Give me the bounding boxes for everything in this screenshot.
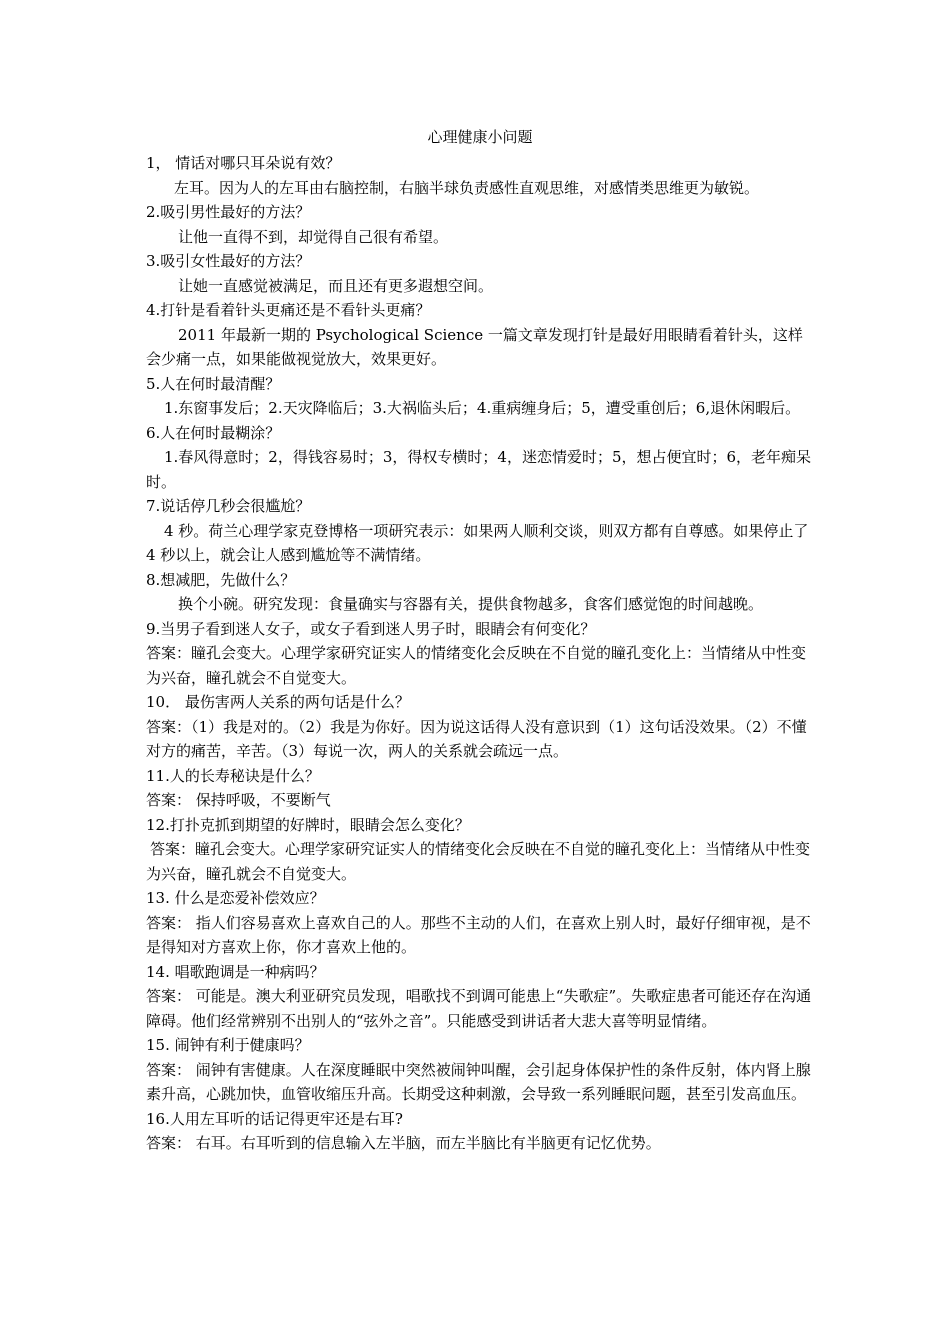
answer-8: 换个小碗。研究发现：食量确实与容器有关，提供食物越多，食客们感觉饱的时间越晚。: [178, 595, 764, 613]
answer-9: 答案：瞳孔会变大。心理学家研究证实人的情绪变化会反映在不自觉的瞳孔变化上：当情绪从中性变为兴奋，瞳孔就会不自觉变大。: [146, 644, 807, 687]
document-title: 心理健康小问题: [427, 128, 533, 146]
answer-6: 1.春风得意时；2，得钱容易时；3，得权专横时；4，迷恋情爱时；5，想占便宜时；6，老年痴呆时。: [146, 448, 812, 491]
question-11: 11.人的长寿秘诀是什么？: [146, 766, 320, 785]
question-5: 5.人在何时最清醒？: [146, 374, 281, 393]
question-16: 16.人用左耳听的话记得更牢还是右耳?: [146, 1109, 403, 1128]
question-9: 9.当男子看到迷人女子，或女子看到迷人男子时，眼睛会有何变化？: [146, 619, 596, 638]
answer-7: 4 秒。荷兰心理学家克登博格一项研究表示：如果两人顺利交谈，则双方都有自尊感。如果停止了 4 秒以上，就会让人感到尴尬等不满情绪。: [146, 521, 809, 564]
question-10: 10． 最伤害两人关系的两句话是什么？: [146, 693, 410, 711]
question-1: 1， 情话对哪只耳朵说有效？: [146, 154, 341, 172]
answer-1: 左耳。因为人的左耳由右脑控制，右脑半球负责感性直观思维，对感情类思维更为敏锐。: [174, 178, 760, 197]
answer-16: 答案： 右耳。右耳听到的信息输入左半脑，而左半脑比有半脑更有记忆优势。: [146, 1134, 661, 1152]
question-13: 13. 什么是恋爱补偿效应？: [146, 889, 325, 907]
question-4: 4.打针是看着针头更痛还是不看针头更痛？: [146, 301, 431, 319]
answer-14: 答案： 可能是。澳大利亚研究员发现，唱歌找不到调可能患上“失歌症”。失歌症患者可能还存在沟通障碍。他们经常辨别不出别人的“弦外之音”。只能感受到讲话者大悲大喜等明显情绪。: [146, 987, 812, 1030]
question-2: 2.吸引男性最好的方法？: [146, 203, 311, 221]
answer-4: 2011 年最新一期的 Psychological Science 一篇文章发现打针是最好用眼睛看着针头，这样会少痛一点，如果能做视觉放大，效果更好。: [146, 325, 803, 368]
answer-3: 让她一直感觉被满足，而且还有更多遐想空间。: [178, 276, 494, 295]
question-7: 7.说话停几秒会很尴尬？: [146, 497, 311, 515]
question-15: 15. 闹钟有利于健康吗？: [146, 1036, 310, 1054]
question-6: 6.人在何时最糊涂？: [146, 423, 281, 442]
question-14: 14. 唱歌跑调是一种病吗？: [146, 962, 325, 981]
answer-12: 答案：瞳孔会变大。心理学家研究证实人的情绪变化会反映在不自觉的瞳孔变化上：当情绪从中性变为兴奋，瞳孔就会不自觉变大。: [146, 840, 811, 883]
document-body: [146, 124, 814, 1156]
question-8: 8.想减肥，先做什么？: [146, 570, 296, 589]
answer-15: 答案： 闹钟有害健康。人在深度睡眠中突然被闹钟叫醒，会引起身体保护性的条件反射，体内肾上腺素升高，心跳加快，血管收缩压升高。长期受这种刺激，会导致一系列睡眠问题，甚至引发高血压。: [146, 1060, 811, 1103]
question-3: 3.吸引女性最好的方法？: [146, 252, 311, 270]
answer-5: 1.东窗事发后；2.天灾降临后；3.大祸临头后；4.重病缠身后；5，遭受重创后；6,退休闲暇后。: [164, 399, 801, 417]
answer-2: 让他一直得不到，却觉得自己很有希望。: [178, 227, 449, 246]
answer-13: 答案： 指人们容易喜欢上喜欢自己的人。那些不主动的人们，在喜欢上别人时，最好仔细审视，是不是得知对方喜欢上你，你才喜欢上他的。: [146, 913, 811, 956]
question-12: 12.打扑克抓到期望的好牌时，眼睛会怎么变化？: [146, 815, 470, 834]
answer-11: 答案： 保持呼吸，不要断气: [146, 791, 331, 809]
answer-10: 答案：（1）我是对的。（2）我是为你好。因为说这话得人没有意识到（1）这句话没效果。（2）不懂对方的痛苦，辛苦。（3）每说一次，两人的关系就会疏远一点。: [146, 717, 807, 760]
